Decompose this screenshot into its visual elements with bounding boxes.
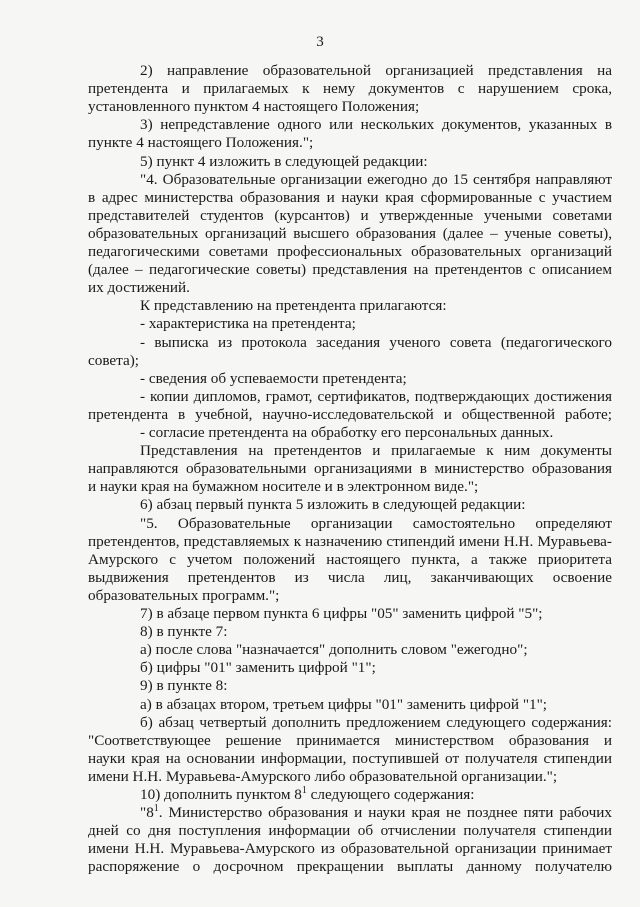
line-text: (далее – педагогические советы) представления на претендентов с описанием	[88, 261, 612, 279]
line-text: науки края на основании информации, поступившей от получателя стипендии	[88, 749, 612, 767]
line-text: претендентов, представляемых к назначению стипендий имени Н.Н. Муравьева-	[88, 532, 612, 550]
line-text: дней со дня поступления информации об отчислении получателя стипендии	[88, 822, 612, 840]
text-line	[140, 677, 612, 694]
line-text: имени Н.Н. Муравьева-Амурского из образовательной организации принимает	[88, 840, 612, 858]
line-text: образовательных программ.";	[88, 586, 280, 604]
text-line	[140, 297, 612, 314]
text-line	[140, 659, 612, 676]
line-text: 5) пункт 4 изложить в следующей редакции:	[140, 152, 428, 170]
line-text: педагогическими советами профессиональных образовательных организаций	[88, 243, 612, 260]
text-line	[140, 641, 612, 658]
text-line	[140, 623, 612, 640]
line-text: Амурского с учетом положений настоящего пункта, а также приоритета	[88, 550, 612, 568]
text-line	[140, 62, 612, 79]
superscript: 1	[301, 785, 307, 796]
text-line	[140, 804, 612, 821]
text-line	[88, 768, 612, 785]
line-text: направляются образовательными организациями в министерство образования	[88, 460, 612, 478]
line-text: распоряжение о досрочном прекращении выплаты данному получателю	[88, 858, 612, 876]
line-text: 10) дополнить пунктом 8	[140, 786, 302, 803]
line-text: 6) абзац первый пункта 5 изложить в следующей редакции:	[140, 496, 526, 514]
text-line	[88, 587, 612, 604]
text-line	[140, 442, 612, 459]
superscript: 1	[153, 804, 159, 815]
text-line	[140, 696, 612, 713]
text-line	[88, 279, 612, 296]
text-line	[140, 370, 612, 387]
text-line	[88, 460, 612, 477]
line-text: пункте 4 настоящего Положения.";	[88, 134, 314, 152]
text-line	[88, 225, 612, 242]
line-text: совета);	[88, 351, 139, 369]
line-text: б) цифры "01" заменить цифрой "1";	[140, 659, 376, 677]
line-text: претендента и прилагаемых к нему документов с нарушением срока,	[88, 80, 612, 98]
line-text: "Соответствующее решение принимается министерством образования и	[88, 731, 612, 749]
text-line	[88, 732, 612, 749]
text-line	[140, 334, 612, 351]
line-text: - сведения об успеваемости претендента;	[140, 369, 407, 387]
line-text: "4. Образовательные организации ежегодно до 15 сентября направляют	[140, 170, 612, 188]
text-line	[88, 98, 612, 115]
line-text: и науки края на бумажном носителе и в электронном виде.";	[88, 478, 479, 496]
line-text: образовательных организаций высшего образования (далее – ученые советы),	[88, 224, 612, 242]
line-text: Представления на претендентов и прилагаемые к ним документы	[140, 442, 612, 460]
text-line	[140, 116, 612, 133]
text-line	[88, 406, 612, 423]
text-line	[88, 822, 612, 839]
text-line	[88, 243, 612, 260]
text-line	[140, 424, 612, 441]
line-text: 3) непредставление одного или нескольких документов, указанных в	[140, 116, 612, 134]
line-text: установленного пунктом 4 настоящего Положения;	[88, 98, 420, 116]
line-text: выдвижения претендентов из числа лиц, заканчивающих освоение	[88, 568, 612, 586]
text-line	[88, 261, 612, 278]
line-text: 2) направление образовательной организацией представления на	[140, 62, 612, 79]
text-line	[140, 315, 612, 332]
text-line	[88, 352, 612, 369]
line-text: - выписка из протокола заседания ученого совета (педагогического	[140, 333, 612, 351]
text-line	[88, 533, 612, 550]
line-text: - согласие претендента на обработку его персональных данных.	[140, 424, 554, 441]
text-line	[140, 714, 612, 731]
line-text: претендента в учебной, научно-исследовательской и общественной работе;	[88, 405, 612, 423]
text-line	[88, 840, 612, 857]
line-text: имени Н.Н. Муравьева-Амурского либо образовательной организации.";	[88, 767, 558, 785]
line-text: 9) в пункте 8:	[140, 677, 228, 695]
text-line	[140, 153, 612, 170]
text-line	[88, 569, 612, 586]
text-line	[140, 515, 612, 532]
line-text: 7) в абзаце первом пункта 6 цифры "05" заменить цифрой "5";	[140, 605, 543, 622]
text-line	[88, 858, 612, 875]
line-text: их достижений.	[88, 279, 190, 297]
line-text-tail: следующего содержания:	[306, 786, 475, 803]
line-text: представителей студентов (курсантов) и утвержденные учеными советами	[88, 206, 612, 224]
text-line	[140, 171, 612, 188]
line-text: - копии дипломов, грамот, сертификатов, подтверждающих достижения	[140, 387, 612, 405]
page-number: 3	[316, 34, 324, 50]
text-line	[140, 605, 612, 622]
text-line	[140, 388, 612, 405]
line-text: К представлению на претендента прилагаются:	[140, 297, 447, 315]
text-line	[140, 496, 612, 513]
line-text-tail: . Министерство образования и науки края не позднее пяти рабочих	[158, 804, 612, 822]
text-line	[88, 80, 612, 97]
text-line	[88, 207, 612, 224]
line-text: в адрес министерства образования и науки края сформированные с участием	[88, 188, 612, 206]
line-text: б) абзац четвертый дополнить предложением следующего содержания:	[140, 713, 612, 731]
line-text: а) в абзацах втором, третьем цифры "01" заменить цифрой "1";	[140, 695, 548, 713]
line-text: 8) в пункте 7:	[140, 623, 228, 641]
text-line	[88, 551, 612, 568]
text-line	[88, 189, 612, 206]
line-text: а) после слова "назначается" дополнить словом "ежегодно";	[140, 641, 528, 659]
line-text: "5. Образовательные организации самостоятельно определяют	[140, 514, 612, 532]
text-line	[88, 750, 612, 767]
text-line	[140, 786, 612, 803]
line-text: "8	[140, 804, 154, 822]
text-line	[88, 478, 612, 495]
text-line	[88, 134, 612, 151]
line-text: - характеристика на претендента;	[140, 315, 356, 333]
